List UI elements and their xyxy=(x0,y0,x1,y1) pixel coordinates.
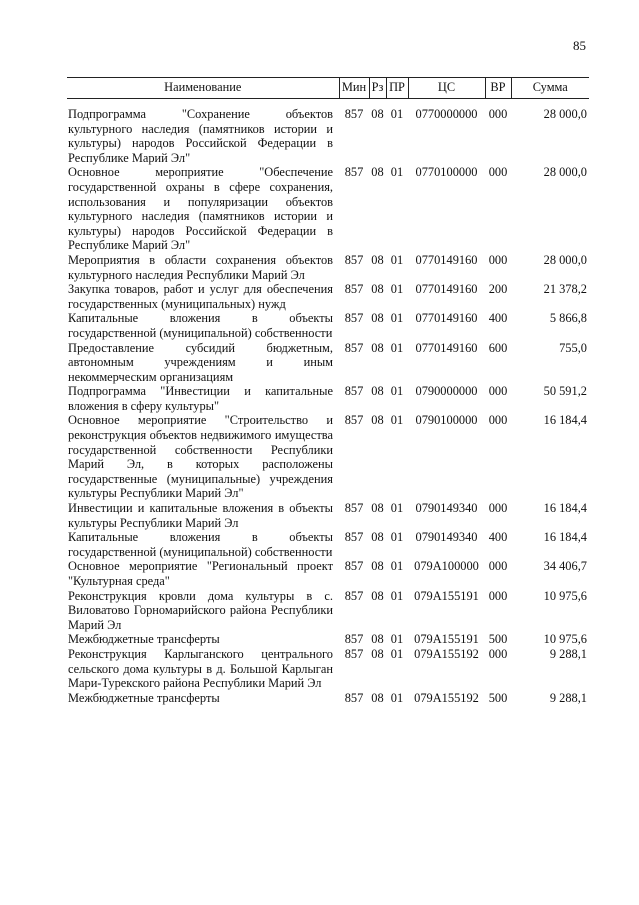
cell-rz: 08 xyxy=(371,413,384,428)
cell-name: Основное мероприятие "Строительство и реконструкция объектов недвижимого имущества государственной собственности Республики Марий Эл, в которых расположены государственные (муниципальные) учреждения культуры Республики Марий Эл" xyxy=(68,413,333,501)
cell-pr: 01 xyxy=(390,413,404,428)
cell-rz: 08 xyxy=(371,632,384,647)
cell-rz: 08 xyxy=(371,165,384,180)
cell-sum: 10 975,6 xyxy=(543,588,587,603)
cell-cs: 079A155191 xyxy=(414,632,479,647)
cell-pr: 01 xyxy=(390,588,404,603)
cell-sum: 34 406,7 xyxy=(543,559,587,574)
cell-rz: 08 xyxy=(371,646,384,661)
cell-sum: 16 184,4 xyxy=(543,413,587,428)
cell-vr: 400 xyxy=(488,311,508,326)
budget-table xyxy=(67,77,589,705)
cell-cs: 0790100000 xyxy=(415,413,478,428)
cell-sum: 16 184,4 xyxy=(543,501,587,516)
cell-name: Реконструкция кровли дома культуры в с. Виловатово Горномарийского района Республики Марий Эл xyxy=(68,588,333,632)
table-row xyxy=(67,632,589,647)
cell-name: Основное мероприятие "Региональный проект "Культурная среда" xyxy=(68,559,333,588)
cell-cs: 0790000000 xyxy=(415,384,478,399)
cell-name: Реконструкция Карлыганского центрального сельского дома культуры в д. Большой Карлыган Мари-Турекского района Республики Марий Эл xyxy=(68,646,333,691)
cell-sum: 5 866,8 xyxy=(549,311,587,326)
cell-pr: 01 xyxy=(390,384,404,399)
cell-rz: 08 xyxy=(371,252,384,267)
cell-sum: 16 184,4 xyxy=(543,530,587,545)
table-body xyxy=(67,99,589,706)
cell-vr: 000 xyxy=(488,384,508,399)
cell-min: 857 xyxy=(344,282,364,297)
table-row xyxy=(67,282,589,311)
cell-vr: 000 xyxy=(488,646,508,661)
cell-rz: 08 xyxy=(371,690,384,705)
cell-pr: 01 xyxy=(390,530,404,545)
cell-min: 857 xyxy=(344,530,364,545)
cell-name: Мероприятия в области сохранения объектов культурного наследия Республики Марий Эл xyxy=(68,252,333,282)
cell-sum: 28 000,0 xyxy=(543,107,587,121)
cell-cs: 079A100000 xyxy=(414,559,479,574)
cell-vr: 000 xyxy=(488,588,508,603)
cell-rz: 08 xyxy=(371,501,384,516)
header-sum: Сумма xyxy=(511,78,589,99)
cell-vr: 000 xyxy=(488,165,508,180)
cell-cs: 0770100000 xyxy=(415,165,478,180)
cell-rz: 08 xyxy=(371,107,384,121)
cell-sum: 9 288,1 xyxy=(549,690,587,705)
cell-name: Капитальные вложения в объекты государственной (муниципальной) собственности xyxy=(68,311,333,340)
table-row xyxy=(67,311,589,340)
cell-pr: 01 xyxy=(390,340,404,355)
cell-pr: 01 xyxy=(390,107,404,121)
cell-rz: 08 xyxy=(371,311,384,326)
cell-vr: 500 xyxy=(488,632,508,647)
cell-pr: 01 xyxy=(390,690,404,705)
table-row xyxy=(67,530,589,559)
table-row xyxy=(67,165,589,253)
cell-name: Межбюджетные трансферты xyxy=(68,690,220,705)
header-cs: ЦС xyxy=(408,78,485,99)
header-min: Мин xyxy=(339,78,369,99)
cell-min: 857 xyxy=(344,384,364,399)
table-row xyxy=(67,691,589,706)
cell-cs: 079A155192 xyxy=(414,690,479,705)
cell-rz: 08 xyxy=(371,282,384,297)
cell-name: Закупка товаров, работ и услуг для обеспечения государственных (муниципальных) нужд xyxy=(68,282,333,311)
cell-pr: 01 xyxy=(390,282,404,297)
cell-vr: 000 xyxy=(488,107,508,121)
cell-min: 857 xyxy=(344,588,364,603)
cell-sum: 9 288,1 xyxy=(549,646,587,661)
cell-sum: 50 591,2 xyxy=(543,384,587,399)
cell-min: 857 xyxy=(344,252,364,267)
cell-name: Основное мероприятие "Обеспечение государственной охраны в сфере сохранения, использования и популяризации объектов культурного наследия (памятников истории и культуры) народов Российской Федерации в Республике Марий Эл" xyxy=(68,165,333,253)
cell-min: 857 xyxy=(344,340,364,355)
cell-vr: 000 xyxy=(488,413,508,428)
cell-vr: 500 xyxy=(488,690,508,705)
cell-rz: 08 xyxy=(371,588,384,603)
cell-sum: 28 000,0 xyxy=(543,252,587,267)
table-row xyxy=(67,559,589,588)
cell-cs: 0770149160 xyxy=(415,252,478,267)
cell-min: 857 xyxy=(344,413,364,428)
table-row xyxy=(67,384,589,413)
cell-sum: 28 000,0 xyxy=(543,165,587,180)
cell-vr: 400 xyxy=(488,530,508,545)
header-rz: Рз xyxy=(369,78,386,99)
cell-pr: 01 xyxy=(390,646,404,661)
cell-cs: 0790149340 xyxy=(415,530,478,545)
table-row xyxy=(67,341,589,385)
cell-vr: 000 xyxy=(488,501,508,516)
cell-sum: 10 975,6 xyxy=(543,632,587,647)
cell-min: 857 xyxy=(344,501,364,516)
cell-vr: 000 xyxy=(488,252,508,267)
cell-cs: 0770000000 xyxy=(415,107,478,121)
cell-cs: 079A155192 xyxy=(414,646,479,661)
cell-cs: 0790149340 xyxy=(415,501,478,516)
cell-pr: 01 xyxy=(390,559,404,574)
cell-sum: 21 378,2 xyxy=(543,282,587,297)
cell-min: 857 xyxy=(344,632,364,647)
cell-name: Межбюджетные трансферты xyxy=(68,632,220,647)
table-row xyxy=(67,99,589,166)
cell-rz: 08 xyxy=(371,340,384,355)
cell-cs: 0770149160 xyxy=(415,340,478,355)
cell-min: 857 xyxy=(344,311,364,326)
cell-name: Инвестиции и капитальные вложения в объекты культуры Республики Марий Эл xyxy=(68,501,333,530)
header-pr: ПР xyxy=(386,78,408,99)
cell-name: Подпрограмма "Сохранение объектов культурного наследия (памятников истории и культуры) народов Российской Федерации в Республике Марий Эл" xyxy=(68,107,333,165)
header-name: Наименование xyxy=(67,78,339,99)
cell-min: 857 xyxy=(344,559,364,574)
cell-name: Предоставление субсидий бюджетным, автономным учреждениям и иным некоммерческим организациям xyxy=(68,340,333,384)
cell-cs: 0770149160 xyxy=(415,311,478,326)
cell-pr: 01 xyxy=(390,311,404,326)
table-row xyxy=(67,413,589,501)
cell-rz: 08 xyxy=(371,559,384,574)
cell-pr: 01 xyxy=(390,165,404,180)
cell-cs: 079A155191 xyxy=(414,588,479,603)
table-row xyxy=(67,253,589,282)
cell-min: 857 xyxy=(344,690,364,705)
cell-sum: 755,0 xyxy=(559,340,587,355)
cell-vr: 600 xyxy=(488,340,508,355)
cell-pr: 01 xyxy=(390,632,404,647)
header-vr: ВР xyxy=(485,78,511,99)
cell-rz: 08 xyxy=(371,530,384,545)
cell-vr: 200 xyxy=(488,282,508,297)
cell-pr: 01 xyxy=(390,252,404,267)
table-row xyxy=(67,589,589,633)
cell-pr: 01 xyxy=(390,501,404,516)
cell-name: Подпрограмма "Инвестиции и капитальные вложения в сферу культуры" xyxy=(68,384,333,413)
cell-min: 857 xyxy=(344,165,364,180)
cell-min: 857 xyxy=(344,107,364,121)
table-row xyxy=(67,647,589,691)
table-row xyxy=(67,501,589,530)
cell-name: Капитальные вложения в объекты государственной (муниципальной) собственности xyxy=(68,530,333,559)
cell-min: 857 xyxy=(344,646,364,661)
cell-vr: 000 xyxy=(488,559,508,574)
table-header-row xyxy=(67,78,589,99)
cell-cs: 0770149160 xyxy=(415,282,478,297)
page-number: 85 xyxy=(573,38,586,53)
cell-rz: 08 xyxy=(371,384,384,399)
